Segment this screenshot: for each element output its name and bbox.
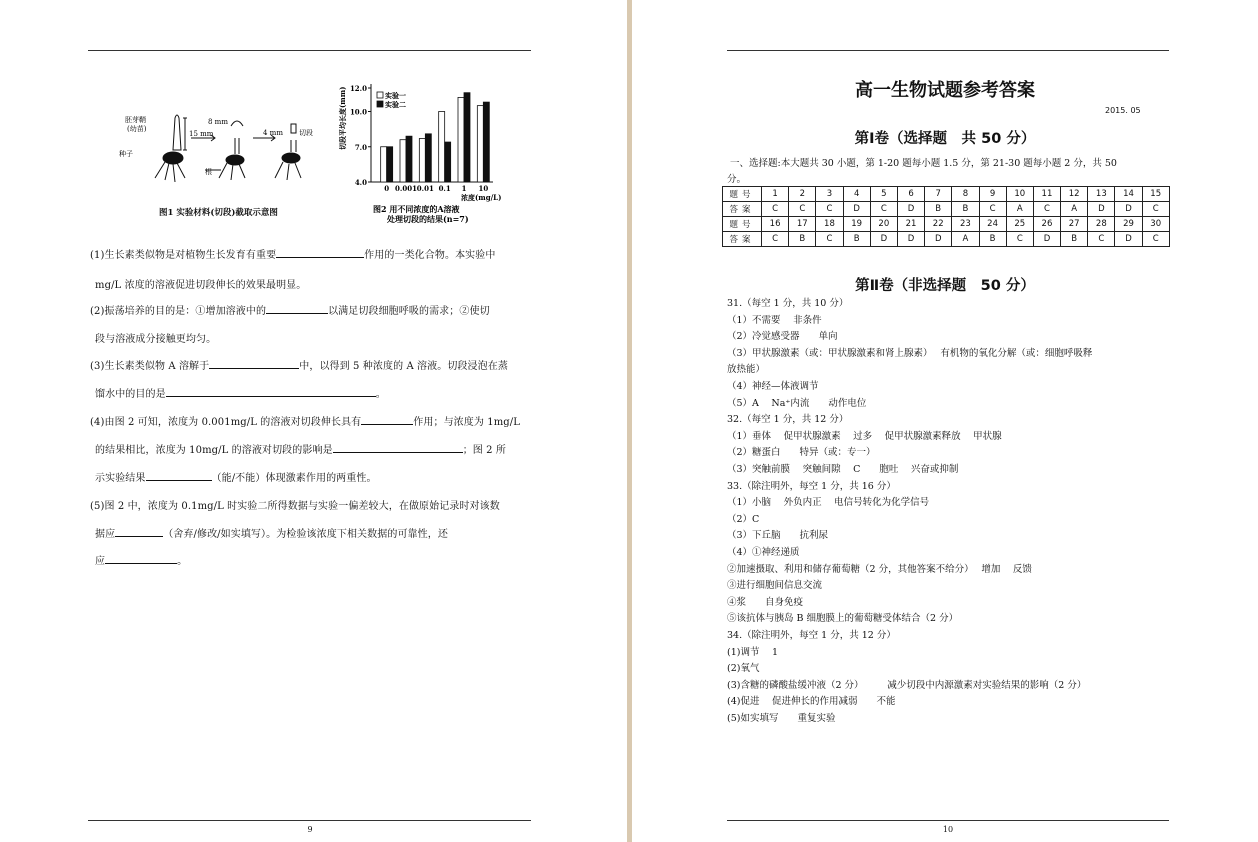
section1-title: 第Ⅰ卷（选择题 共 50 分） (854, 131, 1036, 147)
table-row-header: 答案 (723, 202, 762, 217)
answer-table (722, 186, 1170, 247)
question-text: 段与溶液成分接触更均匀。 (95, 334, 217, 345)
question-number-cell: 19 (843, 217, 870, 232)
question-text: 馏水中的目的是 (95, 389, 166, 400)
top-rule (727, 50, 1169, 51)
bar (458, 97, 464, 182)
answer-cell: C (1006, 232, 1033, 247)
label-coleoptile: 胚芽鞘 (125, 116, 146, 124)
question-text: 。 (375, 389, 386, 400)
table-row-header: 题号 (723, 187, 762, 202)
answer-line: 34.（除注明外，每空 1 分，共 12 分） (727, 630, 896, 641)
answer-blank (209, 358, 299, 369)
bar (425, 134, 431, 182)
page-number: 10 (942, 825, 954, 834)
seed-shape (163, 152, 183, 164)
bar (381, 147, 387, 182)
answer-line: (1)调节 1 (727, 646, 779, 658)
question-number-cell: 12 (1061, 187, 1088, 202)
question-number-cell: 20 (870, 217, 897, 232)
question-number-cell: 4 (843, 187, 870, 202)
bar (464, 93, 470, 182)
question-line (95, 525, 448, 540)
section1-note-line1: 一、选择题:本大题共 30 小题，第 1-20 题每小题 1.5 分，第 21-30 题每小题 2 分，共 50 (730, 158, 1117, 169)
question-text: (3)生长素类似物 A 溶解于 (90, 361, 210, 372)
answer-blank (105, 553, 177, 564)
answer-line: (2)氧气 (727, 663, 760, 675)
legend-label: 实验二 (385, 100, 406, 109)
question-number-cell: 18 (816, 217, 843, 232)
question-text: 的结果相比，浓度为 10mg/L 的溶液对切段的影响是 (95, 445, 333, 456)
table-row-header: 答案 (723, 232, 762, 247)
answer-line: 放热能） (727, 364, 766, 376)
answer-cell: B (925, 202, 952, 217)
answer-line: (5)如实填写 重复实验 (727, 713, 836, 724)
label-15mm: 15 mm (189, 130, 214, 138)
answer-line: （3）突触前膜 突触间隙 C 胞吐 兴奋或抑制 (727, 464, 959, 475)
question-text: (1)生长素类似物是对植物生长发育有重要 (90, 250, 277, 261)
question-number-cell: 26 (1033, 217, 1060, 232)
y-tick-label: 12.0 (349, 84, 367, 93)
label-seed: 种子 (119, 150, 133, 158)
answer-cell: C (1033, 202, 1060, 217)
answer-cell: C (762, 232, 789, 247)
question-text: 据应 (95, 529, 116, 540)
bottom-rule (727, 820, 1169, 821)
x-axis-label: 浓度(mg/L) (461, 193, 502, 202)
question-number-cell: 2 (789, 187, 816, 202)
answer-blank (333, 442, 463, 453)
table-row (723, 187, 1170, 202)
label-8mm: 8 mm (208, 118, 228, 126)
question-line (90, 246, 495, 261)
legend-label: 实验一 (385, 91, 406, 100)
question-text: 应 (95, 556, 106, 567)
question-text: 作用；与浓度为 1mg/L (413, 417, 520, 428)
answer-cell: D (870, 232, 897, 247)
figure2-caption-line2: 处理切段的结果(n=7) (387, 214, 469, 224)
answer-cell: A (1006, 202, 1033, 217)
answer-cell: B (843, 232, 870, 247)
figure1-caption: 图1 实验材料(切段)截取示意图 (159, 208, 278, 218)
table-row-header: 题号 (723, 217, 762, 232)
question-number-cell: 10 (1006, 187, 1033, 202)
right-page (632, 0, 1258, 842)
answer-line: ④浆 自身免疫 (727, 596, 804, 608)
question-line (95, 469, 377, 484)
answer-blank (166, 386, 376, 397)
question-line (95, 330, 216, 345)
answer-cell: C (789, 202, 816, 217)
y-tick-label: 10.0 (349, 107, 367, 117)
answer-cell: D (1115, 202, 1142, 217)
question-text: （能/不能）体现激素作用的两重性。 (211, 473, 377, 484)
question-number-cell: 30 (1142, 217, 1169, 232)
x-tick-label: 0.1 (438, 184, 451, 193)
label-seedling: (幼苗) (127, 125, 147, 133)
question-line (90, 357, 508, 372)
answer-line: （1）垂体 促甲状腺激素 过多 促甲状腺激素释放 甲状腺 (727, 430, 1002, 442)
y-axis-label: 切段平均长度(mm) (338, 86, 347, 150)
bar (406, 136, 412, 182)
question-number-cell: 13 (1088, 187, 1115, 202)
answer-cell: C (979, 202, 1006, 217)
question-number-cell: 22 (925, 217, 952, 232)
question-text: (4)由图 2 可知，浓度为 0.001mg/L 的溶液对切段伸长具有 (90, 417, 362, 428)
answer-cell: C (1142, 232, 1169, 247)
question-text: 作用的一类化合物。本实验中 (364, 250, 496, 261)
bar (387, 147, 393, 182)
answer-line: （5）A Na⁺内流 动作电位 (727, 397, 867, 409)
bottom-rule (88, 820, 531, 821)
question-number-cell: 6 (897, 187, 924, 202)
question-number-cell: 21 (897, 217, 924, 232)
figure2-chart (333, 80, 508, 225)
question-line (90, 413, 520, 428)
question-number-cell: 9 (979, 187, 1006, 202)
bar (400, 140, 406, 182)
answer-blank (266, 303, 328, 314)
question-line (90, 302, 490, 317)
answer-line: 33.（除注明外，每空 1 分，共 16 分） (727, 480, 896, 492)
answer-line: ⑤该抗体与胰岛 B 细胞膜上的葡萄糖受体结合（2 分） (727, 613, 959, 625)
coleoptile-shape (173, 115, 181, 150)
answer-line: ③进行细胞间信息交流 (727, 580, 823, 592)
x-tick-label: 0.01 (416, 184, 434, 193)
question-number-cell: 11 (1033, 187, 1060, 202)
answer-line: 31.（每空 1 分，共 10 分） (727, 298, 849, 309)
answer-cell: C (816, 202, 843, 217)
question-text: 。 (177, 556, 188, 567)
answer-line: （1）不需要 非条件 (727, 314, 822, 326)
x-tick-label: 0.001 (395, 184, 417, 193)
question-number-cell: 16 (762, 217, 789, 232)
left-page (0, 0, 627, 842)
answer-cell: B (1061, 232, 1088, 247)
question-line (90, 497, 500, 512)
root-lines (155, 162, 185, 182)
x-tick-label: 1 (461, 184, 467, 193)
answer-blank (276, 247, 364, 258)
answer-cell: A (1061, 202, 1088, 217)
question-text: 示实验结果 (95, 473, 146, 484)
y-tick-label: 4.0 (354, 178, 367, 187)
question-text: (5)图 2 中，浓度为 0.1mg/L 时实验二所得数据与实验一偏差较大，在做原始记录时对该数 (90, 501, 500, 512)
question-number-cell: 1 (762, 187, 789, 202)
question-number-cell: 24 (979, 217, 1006, 232)
answer-cell: D (1033, 232, 1060, 247)
question-number-cell: 15 (1142, 187, 1169, 202)
question-text: （舍弃/修改/如实填写）。为检验该浓度下相关数据的可靠性，还 (163, 529, 448, 540)
page-title: 高一生物试题参考答案 (855, 80, 1035, 101)
answer-line: （3）甲状腺激素（或：甲状腺激素和肾上腺素） 有机物的氧化分解（或：细胞呼吸释 (727, 347, 1093, 359)
question-line (95, 385, 386, 400)
question-line (95, 552, 187, 567)
top-rule (88, 50, 531, 51)
answer-line: (3)含糖的磷酸盐缓冲液（2 分） 减少切段中内源激素对实验结果的影响（2 分） (727, 679, 1087, 691)
answer-line: （2）糖蛋白 特异（或：专一） (727, 447, 876, 459)
answer-blank (115, 526, 163, 537)
answer-cell: D (1115, 232, 1142, 247)
answer-cell: D (1088, 202, 1115, 217)
table-row (723, 217, 1170, 232)
answer-cell: C (1088, 232, 1115, 247)
table-row (723, 202, 1170, 217)
bar (445, 142, 451, 182)
x-tick-label: 10 (478, 184, 489, 193)
question-number-cell: 23 (952, 217, 979, 232)
answer-line: 32.（每空 1 分，共 12 分） (727, 414, 849, 426)
label-4mm: 4 mm (263, 129, 283, 137)
question-number-cell: 28 (1088, 217, 1115, 232)
date-label: 2015. 05 (1105, 106, 1141, 115)
answer-cell: D (843, 202, 870, 217)
answer-cell: B (789, 232, 816, 247)
section1-note-line2: 分。 (727, 174, 747, 185)
question-number-cell: 25 (1006, 217, 1033, 232)
answer-line: （1）小脑 外负内正 电信号转化为化学信号 (727, 497, 930, 509)
answer-line: （3）下丘脑 抗利尿 (727, 530, 829, 542)
answer-line: （2）冷觉感受器 单向 (727, 331, 838, 343)
question-line (95, 441, 506, 456)
answer-cell: B (952, 202, 979, 217)
answer-cell: D (925, 232, 952, 247)
section2-title: 第Ⅱ卷（非选择题 50 分） (855, 278, 1035, 294)
question-text: 以满足切段细胞呼吸的需求；②使切 (328, 306, 490, 317)
answer-blank (146, 470, 212, 481)
figure1-diagram (115, 108, 315, 188)
question-number-cell: 3 (816, 187, 843, 202)
x-tick-label: 0 (384, 184, 390, 193)
legend-swatch (377, 92, 383, 98)
bar (419, 139, 425, 182)
bar (483, 102, 489, 182)
answer-cell: C (870, 202, 897, 217)
question-number-cell: 8 (952, 187, 979, 202)
label-root: 根 (205, 168, 212, 176)
figure2-caption-line1: 图2 用不同浓度的A溶液 (373, 204, 460, 214)
answer-line: （2）C (727, 513, 760, 525)
answer-cell: D (897, 202, 924, 217)
answer-line: ②加速摄取、利用和储存葡萄糖（2 分，其他答案不给分） 增加 反馈 (727, 563, 1032, 575)
question-number-cell: 14 (1115, 187, 1142, 202)
answer-cell: A (952, 232, 979, 247)
answer-line: (4)促进 促进伸长的作用减弱 不能 (727, 696, 896, 708)
answer-blank (361, 414, 413, 425)
answer-cell: C (1142, 202, 1169, 217)
question-text: (2)振荡培养的目的是：①增加溶液中的 (90, 306, 267, 317)
question-number-cell: 27 (1061, 217, 1088, 232)
answer-cell: B (979, 232, 1006, 247)
answer-cell: C (762, 202, 789, 217)
question-text: ；图 2 所 (462, 445, 507, 456)
answer-line: （4）①神经递质 (727, 547, 800, 558)
table-row (723, 232, 1170, 247)
bar (439, 112, 445, 183)
answer-cell: D (897, 232, 924, 247)
question-number-cell: 5 (870, 187, 897, 202)
question-text: mg/L 浓度的溶液促进切段伸长的效果最明显。 (95, 280, 307, 291)
question-number-cell: 17 (789, 217, 816, 232)
question-line (95, 276, 306, 291)
label-segment: 切段 (299, 129, 313, 137)
question-number-cell: 29 (1115, 217, 1142, 232)
question-text: 中，以得到 5 种浓度的 A 溶液。切段浸泡在蒸 (299, 361, 508, 372)
answer-cell: C (816, 232, 843, 247)
question-number-cell: 7 (925, 187, 952, 202)
answer-line: （4）神经—体液调节 (727, 381, 819, 392)
bar (477, 106, 483, 182)
page-number: 9 (307, 825, 313, 834)
y-tick-label: 7.0 (354, 142, 367, 152)
legend-swatch (377, 101, 383, 107)
